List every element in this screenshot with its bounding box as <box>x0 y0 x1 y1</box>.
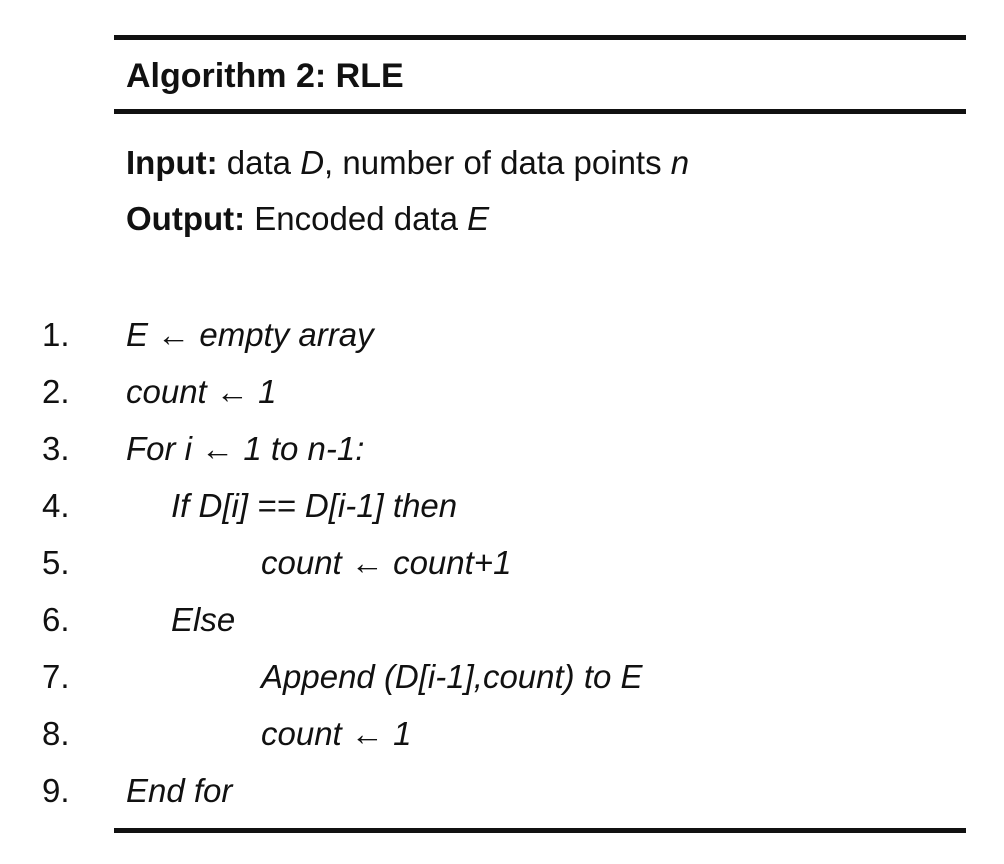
step-number: 4. <box>42 487 70 524</box>
step-code: If D[i] == D[i-1] then <box>171 487 458 524</box>
step-number: 7. <box>42 658 70 695</box>
step-code: Append (D[i-1],count) to E <box>261 658 643 695</box>
step-code: End for <box>126 772 233 809</box>
step-code: count ← 1 <box>126 373 277 410</box>
step-code: For i ← 1 to n-1: <box>126 430 365 467</box>
header-rule <box>114 109 966 114</box>
step-code: Else <box>171 601 236 638</box>
step-number: 2. <box>42 373 70 410</box>
input-text-middle: , number of data points <box>324 144 671 181</box>
step-number: 6. <box>42 601 70 638</box>
output-line <box>126 196 489 242</box>
step-code: count ← count+1 <box>261 544 512 581</box>
input-line <box>126 140 689 186</box>
output-var-e: E <box>467 200 490 237</box>
input-label: Input: <box>126 144 218 181</box>
step-number: 1. <box>42 316 70 353</box>
input-text-before: data <box>217 144 301 181</box>
step-number: 3. <box>42 430 70 467</box>
output-text-before: Encoded data <box>245 200 468 237</box>
input-var-n: n <box>670 144 690 181</box>
step-number: 9. <box>42 772 70 809</box>
step-number: 5. <box>42 544 70 581</box>
algorithm-title: Algorithm 2: RLE <box>126 57 404 95</box>
input-var-d: D <box>300 144 325 181</box>
step-number: 8. <box>42 715 70 752</box>
output-label: Output: <box>126 200 246 237</box>
bottom-rule <box>114 828 966 833</box>
top-rule <box>114 35 966 40</box>
step-code: count ← 1 <box>261 715 412 752</box>
step-code: E ← empty array <box>126 316 374 353</box>
